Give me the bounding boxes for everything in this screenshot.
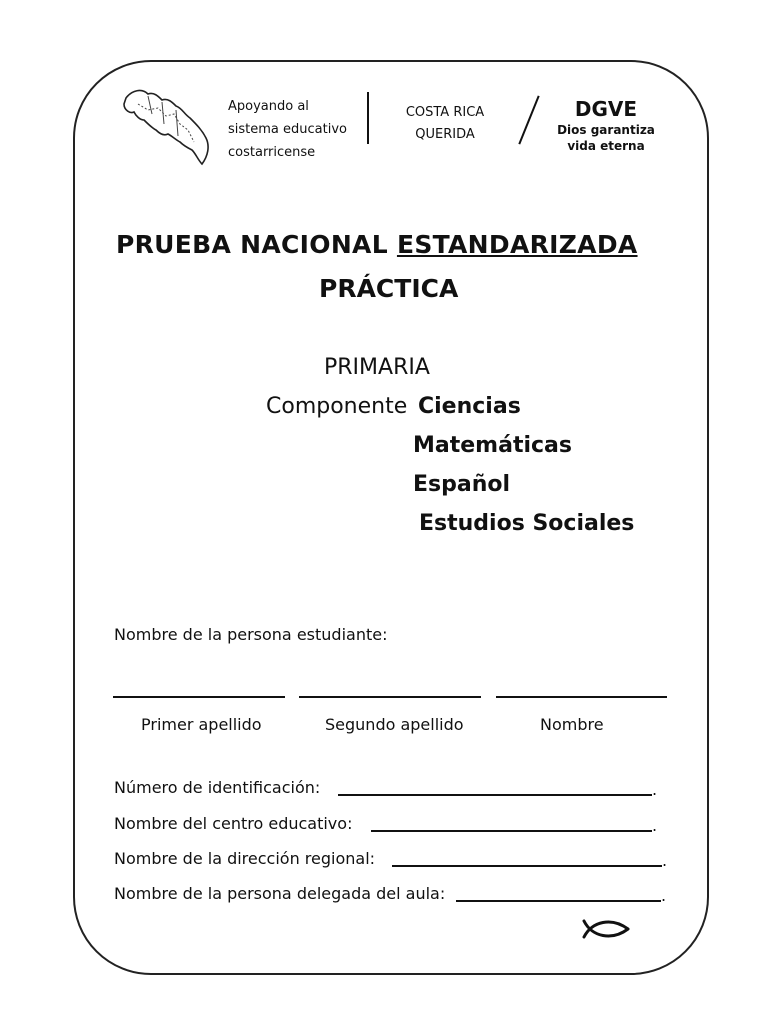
given-name-caption: Nombre xyxy=(540,715,604,734)
level-label: PRIMARIA xyxy=(324,355,430,380)
title-start: PRUEBA NACIONAL xyxy=(116,230,397,259)
costa-rica-map-icon xyxy=(118,84,214,170)
school-name-label: Nombre del centro educativo: xyxy=(114,814,353,833)
classroom-delegate-blank[interactable] xyxy=(456,900,661,902)
regional-office-label: Nombre de la dirección regional: xyxy=(114,849,376,868)
field-terminator: . xyxy=(652,780,658,799)
component-label: Componente xyxy=(266,394,408,419)
first-surname-blank[interactable] xyxy=(113,696,285,698)
field-terminator: . xyxy=(661,886,667,905)
header-tagline-line: Apoyando al xyxy=(228,99,309,114)
field-terminator: . xyxy=(662,851,668,870)
classroom-delegate-label: Nombre de la persona delegada del aula: xyxy=(114,884,446,903)
ichthys-fish-icon xyxy=(582,915,634,943)
student-name-label: Nombre de la persona estudiante: xyxy=(114,625,388,644)
subject-matematicas: Matemáticas xyxy=(413,433,572,458)
page-title xyxy=(116,230,638,259)
second-surname-caption: Segundo apellido xyxy=(325,715,464,734)
id-number-label: Número de identificación: xyxy=(114,778,321,797)
subject-estudios-sociales: Estudios Sociales xyxy=(419,511,635,536)
header-tagline xyxy=(228,95,347,164)
school-name-blank[interactable] xyxy=(371,830,652,832)
given-name-blank[interactable] xyxy=(496,696,667,698)
dgve-subtitle-line: Dios garantiza xyxy=(557,123,655,137)
first-surname-caption: Primer apellido xyxy=(141,715,262,734)
header-dgve xyxy=(556,96,656,154)
header-costa-rica-querida xyxy=(400,102,490,146)
header-mid-line: QUERIDA xyxy=(415,127,475,142)
subject-espanol: Español xyxy=(413,472,511,497)
second-surname-blank[interactable] xyxy=(299,696,481,698)
header-tagline-line: sistema educativo xyxy=(228,122,347,137)
dgve-title: DGVE xyxy=(574,97,638,121)
header-divider xyxy=(367,92,369,144)
subject-ciencias: Ciencias xyxy=(418,394,521,419)
id-number-blank[interactable] xyxy=(338,794,652,796)
regional-office-blank[interactable] xyxy=(392,865,662,867)
page-title-line2: PRÁCTICA xyxy=(319,274,459,303)
title-underlined: ESTANDARIZADA xyxy=(396,230,638,259)
header-mid-line: COSTA RICA xyxy=(405,105,485,120)
field-terminator: . xyxy=(652,816,658,835)
dgve-subtitle-line: vida eterna xyxy=(567,139,645,153)
header-tagline-line: costarricense xyxy=(228,145,316,160)
